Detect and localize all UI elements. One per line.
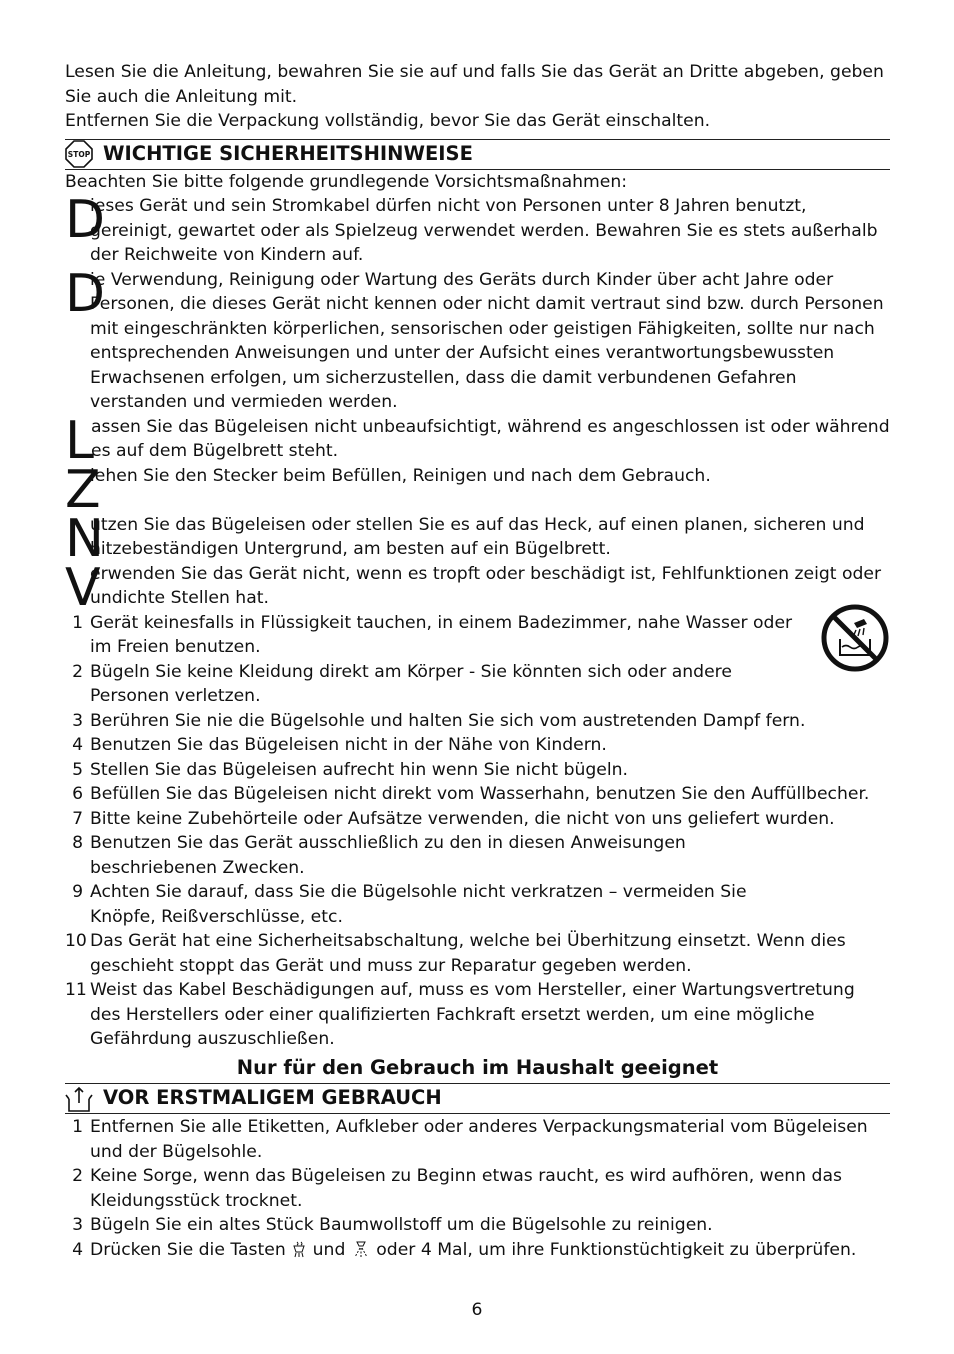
dropcap-text: erwenden Sie das Gerät nicht, wenn es tropft oder beschädigt ist, Fehlfunktionen zeigt oder undichte Stellen hat.	[90, 563, 882, 608]
no-water-icon	[820, 603, 890, 673]
list-item: 5 Stellen Sie das Bügeleisen aufrecht hin wenn Sie nicht bügeln.	[72, 759, 629, 780]
stop-sign-icon	[65, 140, 93, 168]
dropcap-paragraph-6	[65, 557, 890, 618]
list-item: 4 Benutzen Sie das Bügeleisen nicht in der Nähe von Kindern.	[72, 735, 607, 755]
svg-text:STOP: STOP	[67, 150, 91, 159]
safety-lead: Beachten Sie bitte folgende grundlegende Vorsichtsmaßnahmen:	[65, 171, 628, 192]
dropcap-paragraph-3	[65, 410, 890, 471]
page-content	[65, 60, 890, 1265]
first-use-section-header	[65, 1083, 890, 1114]
safety-list-block	[65, 611, 890, 1052]
dropcap-text: iehen Sie den Stecker beim Befüllen, Reinigen und nach dem Gebrauch.	[90, 465, 711, 486]
list-item: 11 Weist das Kabel Beschädigungen auf, muss es vom Hersteller, einer Wartungsvertretung des Herstellers oder einer qualifizierten Fachkraft ersetzt werden, um eine mögliche Gefährdung auszuschließen.	[65, 980, 855, 1049]
spray-button-icon	[351, 1240, 371, 1266]
dropcap-letter: Z	[65, 459, 101, 520]
safety-section-title: WICHTIGE SICHERHEITSHINWEISE	[103, 141, 473, 165]
dropcap-letter: D	[65, 263, 106, 324]
first-use-section-title: VOR ERSTMALIGEM GEBRAUCH	[103, 1086, 442, 1110]
page-number: 6	[471, 1300, 483, 1320]
steam-button-icon	[291, 1240, 307, 1266]
list-item: 1 Entfernen Sie alle Etiketten, Aufkleber oder anderes Verpackungsmaterial vom Bügeleisen und der Bügelsohle.	[72, 1117, 868, 1162]
list-item: 6 Befüllen Sie das Bügeleisen nicht direkt vom Wasserhahn, benutzen Sie den Auffüllbecher.	[72, 784, 870, 804]
intro-paragraph-2: Entfernen Sie die Verpackung vollständig, bevor Sie das Gerät einschalten.	[65, 111, 711, 131]
unpack-box-icon	[65, 1085, 93, 1113]
dropcap-text: assen Sie das Bügeleisen nicht unbeaufsichtigt, während es angeschlossen ist oder während es auf dem Bügelbrett steht.	[91, 416, 890, 461]
list-item: 1 Gerät keinesfalls in Flüssigkeit tauchen, in einem Badezimmer, nahe Wasser oder im Freien benutzen.	[72, 612, 793, 657]
dropcap-text: utzen Sie das Bügeleisen oder stellen Sie es auf das Heck, auf einen planen, sicheren und hitzebeständigen Untergrund, am besten auf ein Bügelbrett.	[90, 514, 865, 559]
dropcap-text: ie Verwendung, Reinigung oder Wartung des Geräts durch Kinder über acht Jahre oder Personen, die dieses Gerät nicht kennen oder nicht damit vertraut sind bzw. durch Personen mit eingeschränkten körperlichen, sensorischen oder geistigen Fähigkeiten, sollte nur nach entsprechenden Anweisungen und unter der Aufsicht eines verantwortungsbewussten Erwachsenen erfolgen, um sicherzustellen, dass die damit verbundenen Gefahren verstanden und vermieden werden.	[90, 269, 884, 412]
dropcap-paragraph-5	[65, 508, 890, 569]
intro-paragraph-1: Lesen Sie die Anleitung, bewahren Sie sie auf und falls Sie das Gerät an Dritte abgeben, geben Sie auch die Anleitung mit.	[65, 62, 884, 107]
list-item: 2 Keine Sorge, wenn das Bügeleisen zu Beginn etwas raucht, es wird aufhören, wenn das Kleidungsstück trocknet.	[72, 1166, 842, 1211]
dropcap-letter: N	[65, 508, 104, 569]
list-item: 10 Das Gerät hat eine Sicherheitsabschaltung, welche bei Überhitzung einsetzt. Wenn dies geschieht stoppt das Gerät und muss zur Reparatur gegeben werden.	[65, 931, 846, 976]
list-item: 9 Achten Sie darauf, dass Sie die Bügelsohle nicht verkratzen – vermeiden Sie Knöpfe, Reißverschlüsse, etc.	[72, 882, 747, 927]
first-use-list	[65, 1115, 890, 1265]
dropcap-paragraph-2	[65, 263, 890, 415]
dropcap-text: ieses Gerät und sein Stromkabel dürfen nicht von Personen unter 8 Jahren benutzt, gereinigt, gewartet oder als Spielzeug verwendet werden. Bewahren Sie es stets außerhalb der Reichweite von Kindern auf.	[90, 196, 878, 265]
dropcap-letter: D	[65, 190, 106, 250]
dropcap-paragraph-1	[65, 190, 890, 268]
dropcap-letter: V	[65, 557, 101, 618]
list-item: 3 Berühren Sie nie die Bügelsohle und halten Sie sich vom austretenden Dampf fern.	[72, 710, 806, 731]
list-item: 8 Benutzen Sie das Gerät ausschließlich zu den in diesen Anweisungen beschriebenen Zwecken.	[72, 833, 686, 878]
list-item: 4 Drücken Sie die Tasten und oder 4 Mal, um ihre Funktionstüchtigkeit zu überprüfen.	[65, 1238, 890, 1266]
safety-section-header	[65, 139, 890, 170]
dropcap-paragraph-4	[65, 459, 890, 520]
list-item: 2 Bügeln Sie keine Kleidung direkt am Körper - Sie könnten sich oder andere Personen verletzen.	[72, 661, 732, 706]
list-item: 3 Bügeln Sie ein altes Stück Baumwollstoff um die Bügelsohle zu reinigen.	[72, 1215, 713, 1235]
list-item: 7 Bitte keine Zubehörteile oder Aufsätze verwenden, die nicht von uns geliefert wurden.	[72, 808, 835, 829]
safety-list	[65, 611, 890, 1052]
dropcap-letter: L	[65, 410, 94, 471]
household-use-note: Nur für den Gebrauch im Haushalt geeignet	[236, 1055, 719, 1079]
